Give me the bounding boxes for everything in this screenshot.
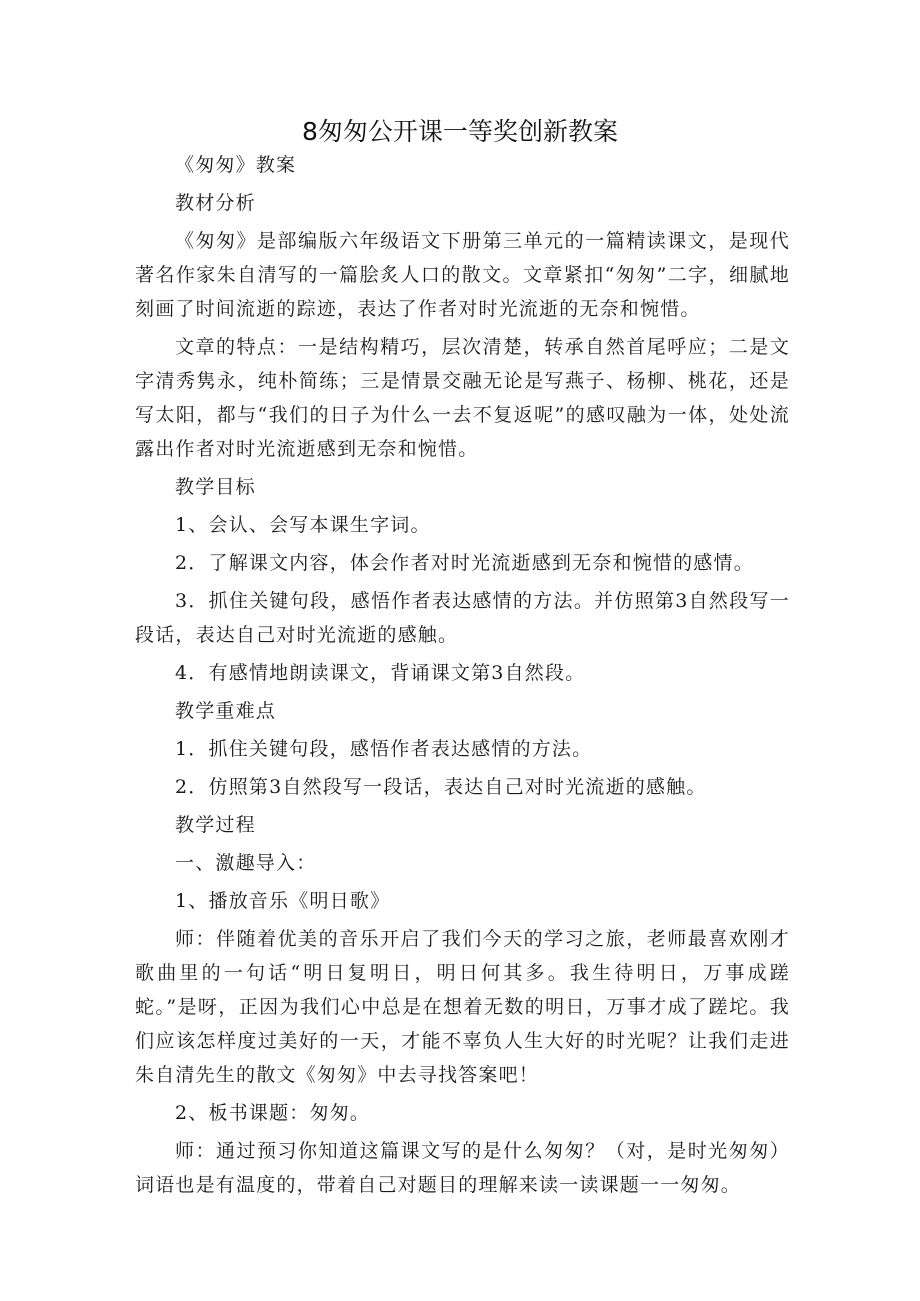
paragraph-lesson-plan-heading: 《匆匆》教案 (175, 154, 297, 176)
section-heading-key-points: 教学重难点 (175, 700, 277, 722)
paragraph-features: 文章的特点：一是结构精巧，层次清楚，转承自然首尾呼应；二是文字清秀隽永，纯朴简练；三是情景交融无论是写燕子、杨柳、桃花，还是写太阳，都与“我们的日子为什么一去不复返呢”的感叹融为一体，处处流露出作者对时光流逝感到无奈和惋惜。 (135, 336, 790, 460)
key-point-item-2: 2．仿照第3自然段写一段话，表达自己对时光流逝的感触。 (175, 776, 707, 798)
section-heading-teaching-goals: 教学目标 (175, 476, 256, 498)
teacher-speech-2: 师：通过预习你知道这篇课文写的是什么匆匆？（对，是时光匆匆）词语也是有温度的，带着自己对题目的理解来读一读课题一一匆匆。 (135, 1140, 790, 1196)
section-heading-material-analysis: 教材分析 (175, 192, 256, 214)
process-item-board-title: 2、板书课题：匆匆。 (175, 1102, 371, 1124)
document-title: 8匆匆公开课一等奖创新教案 (302, 117, 618, 146)
paragraph-intro: 《匆匆》是部编版六年级语文下册第三单元的一篇精读课文，是现代著名作家朱自清写的一篇脍炙人口的散文。文章紧扣“匆匆”二字，细腻地刻画了时间流逝的踪迹，表达了作者对时光流逝的无奈和惋惜。 (135, 230, 790, 320)
teacher-speech-1: 师：伴随着优美的音乐开启了我们今天的学习之旅，老师最喜欢刚才歌曲里的一句话“明日复明日，明日何其多。我生待明日，万事成蹉蛇。”是呀，正因为我们心中总是在想着无数的明日，万事才成了蹉坨。我们应该怎样度过美好的一天，才能不辜负人生大好的时光呢？让我们走进朱自清先生的散文《匆匆》中去寻找答案吧！ (135, 928, 790, 1086)
goal-item-2: 2．了解课文内容，体会作者对时光流逝感到无奈和惋惜的感情。 (175, 552, 754, 574)
goal-item-1: 1、会认、会写本课生字词。 (175, 514, 431, 536)
goal-item-3: 3．抓住关键句段，感悟作者表达感情的方法。并仿照第3自然段写一段话，表达自己对时光流逝的感触。 (135, 590, 790, 646)
process-item-play-music: 1、播放音乐《明日歌》 (175, 890, 391, 912)
section-heading-teaching-process: 教学过程 (175, 814, 256, 836)
document-body (135, 148, 790, 1206)
goal-item-4: 4．有感情地朗读课文，背诵课文第3自然段。 (175, 662, 586, 684)
process-step-heading-1: 一、激趣导入： (175, 852, 317, 874)
key-point-item-1: 1．抓住关键句段，感悟作者表达感情的方法。 (175, 738, 593, 760)
